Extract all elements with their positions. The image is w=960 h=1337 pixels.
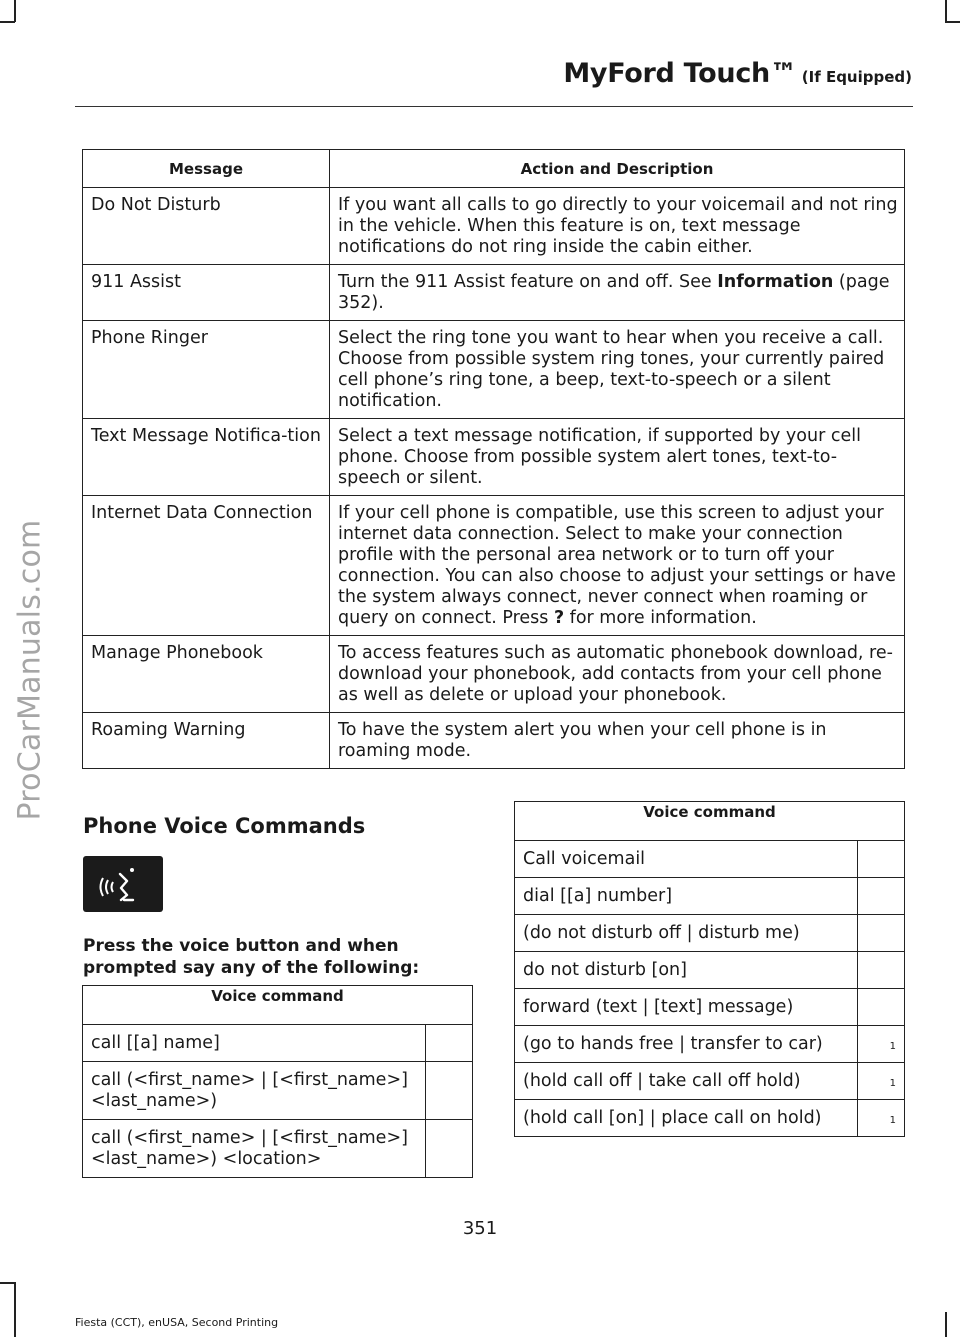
command-cell: Call voicemail [515,841,858,878]
message-cell: Do Not Disturb [83,188,330,265]
desc-text: (page 352). [338,272,890,313]
description-cell: Select a text message notification, if supported by your cell phone. Choose from possible system alert tones, text-to-speech or silent. [330,419,905,496]
table-row [515,1026,905,1063]
table-row [83,419,905,496]
crop-mark [945,21,960,23]
command-cell: (hold call [on] | place call on hold) [515,1100,858,1137]
message-cell: Manage Phonebook [83,636,330,713]
description-cell [330,265,905,321]
crop-mark [945,0,947,22]
table-header-row [83,150,905,188]
table-row [83,496,905,636]
message-table [82,149,905,769]
description-cell: If you want all calls to go directly to your voicemail and not ring in the vehicle. When this feature is on, text message notifications do not ring inside the cabin either. [330,188,905,265]
help-symbol: ? [553,608,565,628]
footnote-marker: 1 [858,1063,905,1100]
footer-text: Fiesta (CCT), enUSA, Second Printing [75,1316,279,1329]
table-row [515,1063,905,1100]
command-cell: call (<first_name> | [<first_name>] <last_name>) <location> [83,1120,426,1178]
command-cell: (go to hands free | transfer to car) [515,1026,858,1063]
crop-mark [14,0,16,22]
column-header-voice-command: Voice command [83,986,473,1025]
note-cell [426,1062,473,1120]
message-cell: Text Message Notifica-tion [83,419,330,496]
page-number: 351 [462,1218,498,1239]
instruction-text: Press the voice button and when prompted say any of the following: [83,936,420,978]
cross-reference-link: Information [717,272,834,292]
command-cell: do not disturb [on] [515,952,858,989]
note-cell [858,989,905,1026]
voice-button-icon [83,856,163,912]
note-cell [426,1120,473,1178]
table-row [83,713,905,769]
note-cell [858,841,905,878]
header-subtitle: (If Equipped) [801,68,912,86]
page-header [82,58,912,89]
crop-mark [0,21,15,23]
watermark: ProCarManuals.com [12,519,48,821]
header-rule [75,106,913,107]
command-cell: call [[a] name] [83,1025,426,1062]
header-title: MyFord Touch™ [563,58,797,89]
message-cell: 911 Assist [83,265,330,321]
section-title: Phone Voice Commands [83,814,366,838]
description-cell: To have the system alert you when your cell phone is in roaming mode. [330,713,905,769]
desc-text: Turn the 911 Assist feature on and off. See [338,272,718,292]
table-row [515,1100,905,1137]
note-cell [858,915,905,952]
table-header-row [83,986,473,1025]
table-row [83,636,905,713]
table-row [83,1025,473,1062]
table-row [83,321,905,419]
crop-mark [945,1312,947,1337]
footnote-marker: 1 [858,1100,905,1137]
column-header-voice-command: Voice command [515,802,905,841]
description-cell: Select the ring tone you want to hear when you receive a call. Choose from possible system ring tones, your currently paired cell phone’s ring tone, a beep, text-to-speech or a silent notification. [330,321,905,419]
command-cell: (do not disturb off | disturb me) [515,915,858,952]
command-cell: call (<first_name> | [<first_name>] <last_name>) [83,1062,426,1120]
table-header-row [515,802,905,841]
note-cell [426,1025,473,1062]
table-row [515,989,905,1026]
desc-text: If your cell phone is compatible, use this screen to adjust your internet data connection. Select to make your connection profile with the personal area network or to turn off your connection. You can also choose to adjust your settings or have the system always connect, never connect when roaming or query on connect. Press [338,503,896,628]
command-cell: forward (text | [text] message) [515,989,858,1026]
table-row [515,915,905,952]
footnote-marker: 1 [858,1026,905,1063]
table-row [515,841,905,878]
table-row [83,265,905,321]
crop-mark [0,1282,15,1284]
description-cell: To access features such as automatic phonebook download, re-download your phonebook, add contacts from your cell phone as well as delete or upload your phonebook. [330,636,905,713]
table-row [515,952,905,989]
voice-command-table-right [514,801,905,1137]
column-header-message: Message [83,150,330,188]
table-row [83,188,905,265]
note-cell [858,878,905,915]
command-cell: dial [[a] number] [515,878,858,915]
table-row [83,1120,473,1178]
message-cell: Phone Ringer [83,321,330,419]
crop-mark [14,1282,16,1337]
desc-text: for more information. [564,608,757,628]
message-cell: Internet Data Connection [83,496,330,636]
voice-command-table-left [82,985,473,1178]
table-row [83,1062,473,1120]
note-cell [858,952,905,989]
command-cell: (hold call off | take call off hold) [515,1063,858,1100]
message-cell: Roaming Warning [83,713,330,769]
column-header-action: Action and Description [330,150,905,188]
description-cell [330,496,905,636]
table-row [515,878,905,915]
